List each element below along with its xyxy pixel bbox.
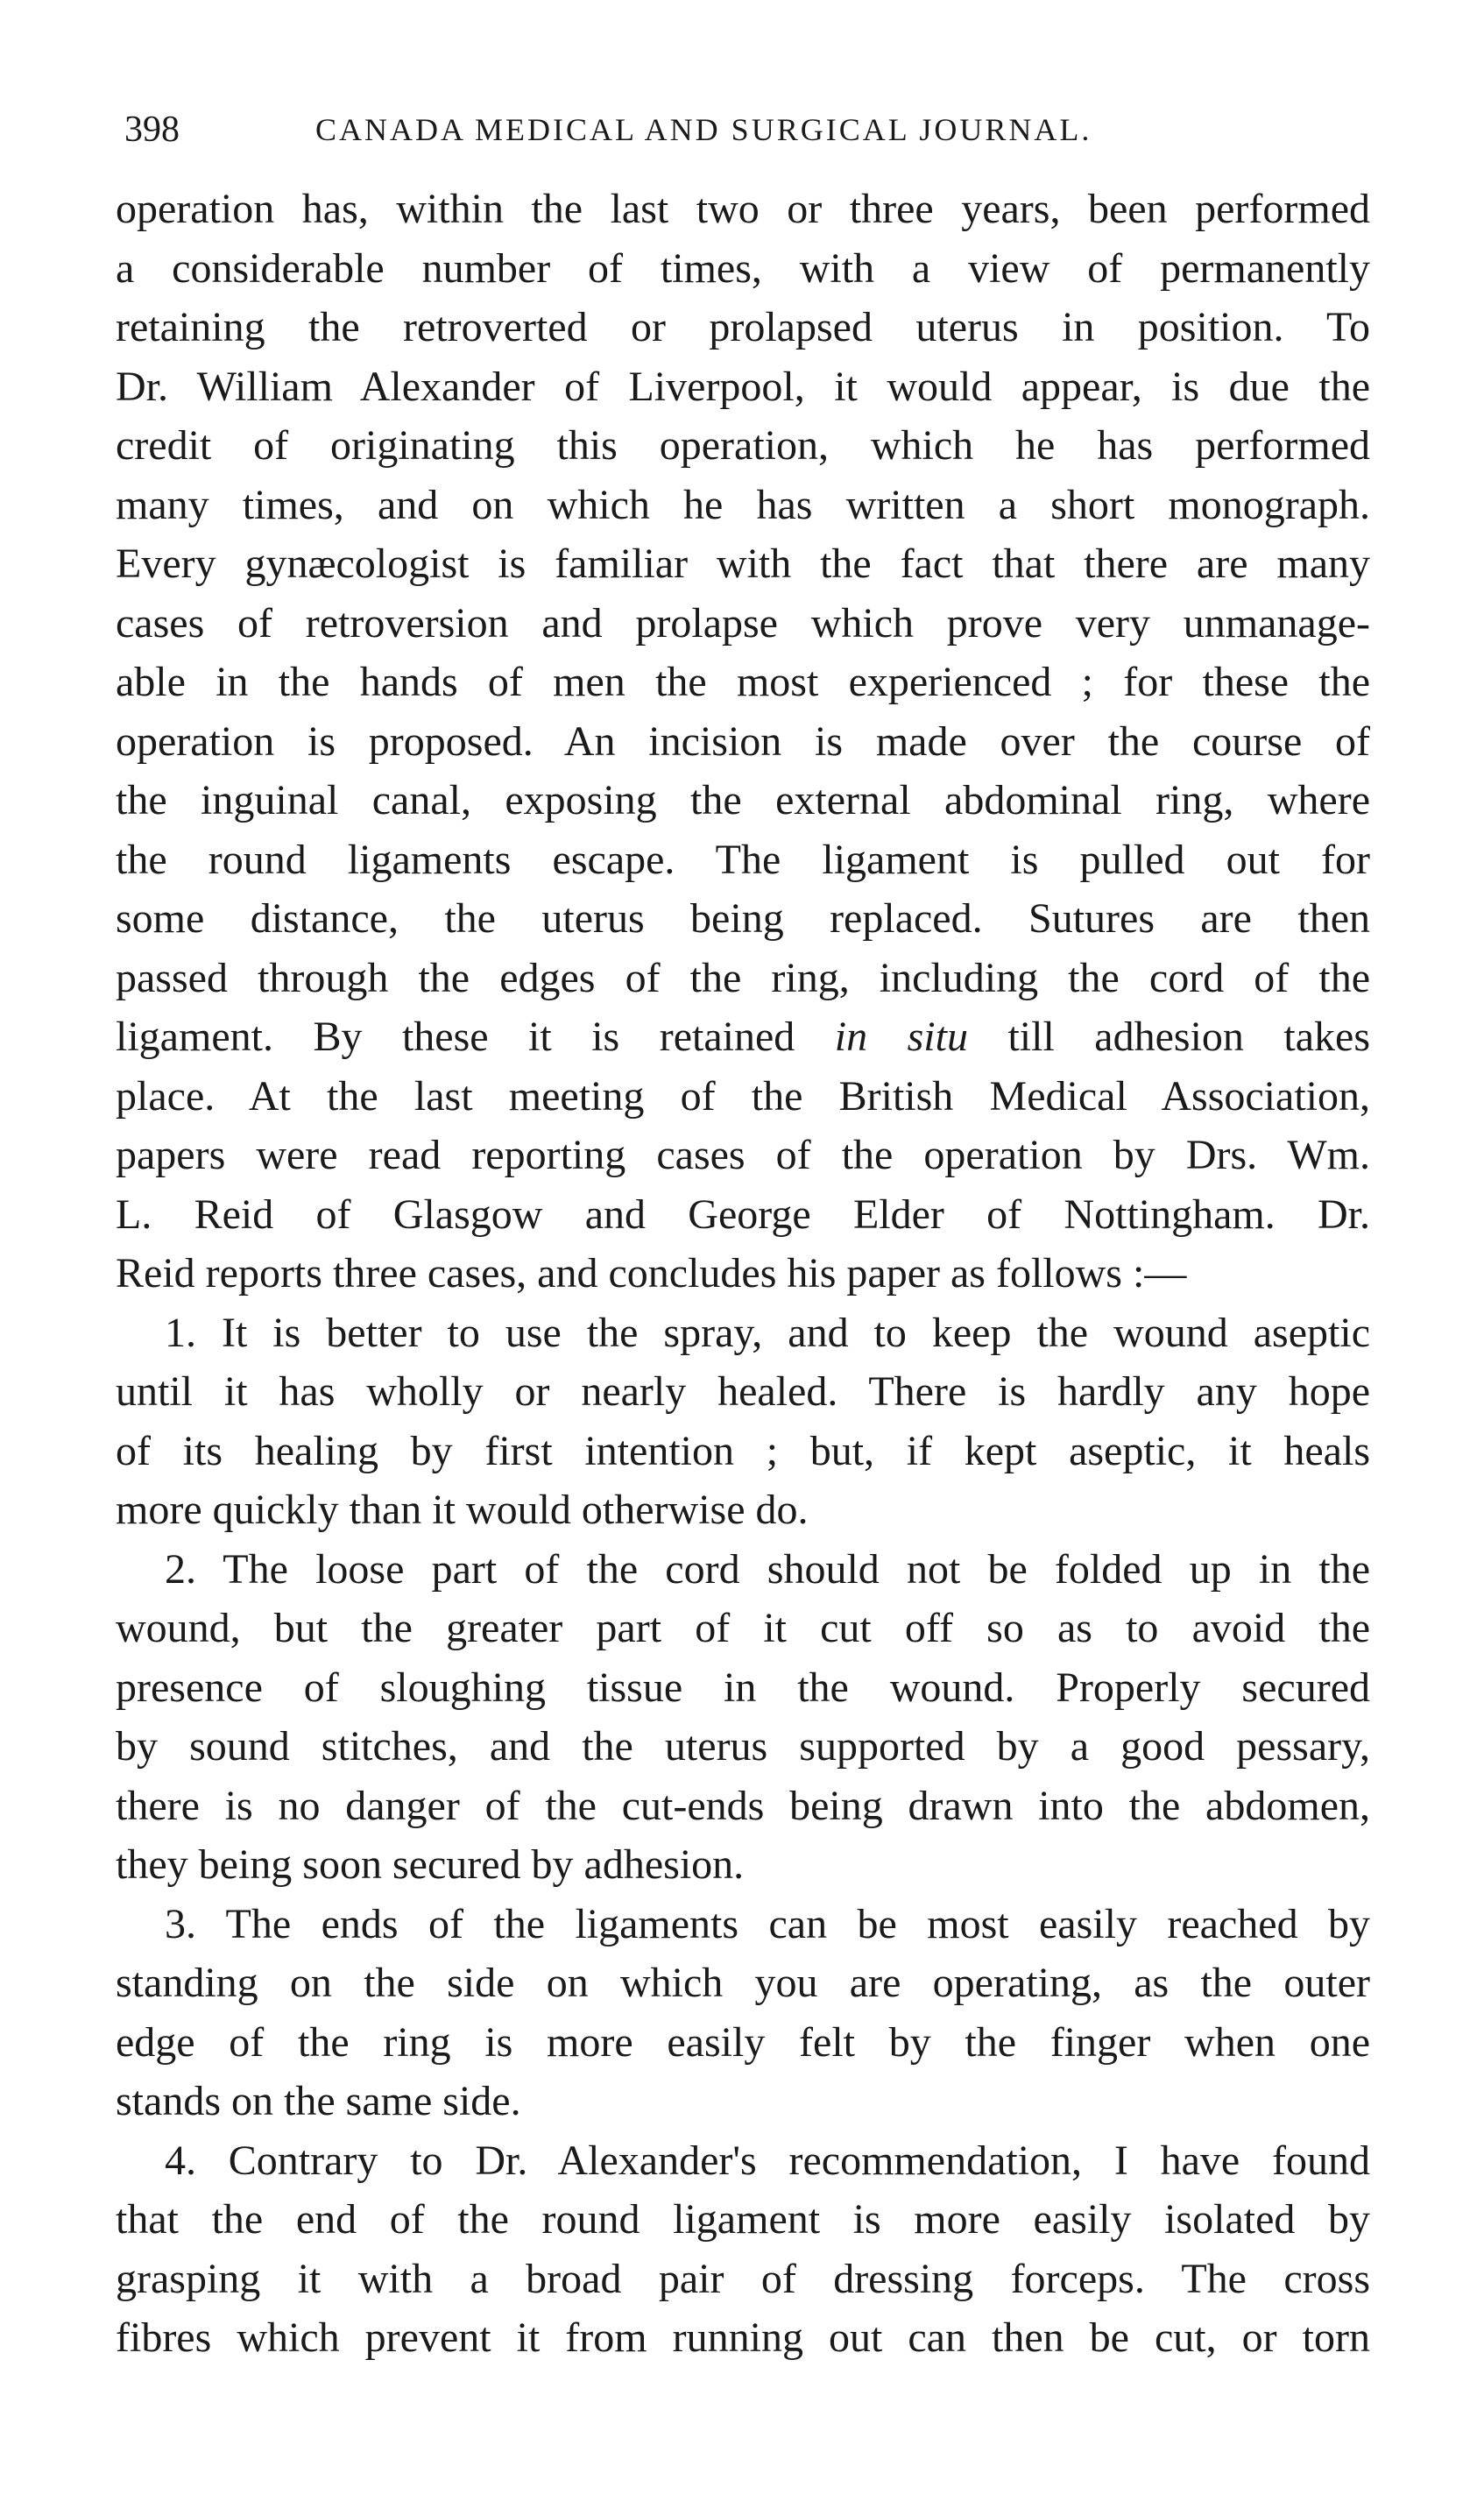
text-line: ligament. By these it is retained in situ till adhesion takes	[116, 1014, 1371, 1060]
text-line: L. Reid of Glasgow and George Elder of Nottingham. Dr.	[116, 1190, 1370, 1238]
text-line: by sound stitches, and the uterus supported by a good pessary,	[116, 1723, 1370, 1770]
text-line: more quickly than it would otherwise do.	[116, 1487, 809, 1533]
text-line: fibres which prevent it from running out can then be cut, or torn	[116, 2314, 1370, 2361]
text-line: the inguinal canal, exposing the external abdominal ring, where	[116, 777, 1370, 823]
text-line: there is no danger of the cut-ends being drawn into the abdomen,	[116, 1782, 1370, 1829]
body-text	[116, 180, 1370, 2368]
page-number: 398	[124, 110, 180, 150]
text-line: stands on the same side.	[116, 2078, 521, 2124]
text-line: that the end of the round ligament is more easily isolated by	[116, 2196, 1370, 2243]
text-line: cases of retroversion and prolapse which prove very unmanage-	[116, 599, 1370, 646]
text-line: edge of the ring is more easily felt by the finger when one	[116, 2018, 1370, 2066]
text-line: Reid reports three cases, and concludes his paper as follows :—	[116, 1250, 1187, 1296]
list-item-1	[116, 1304, 1370, 1540]
text-line: grasping it with a broad pair of dressing forceps. The cross	[116, 2255, 1370, 2302]
text-line: they being soon secured by adhesion.	[116, 1841, 745, 1888]
italic-phrase: in situ	[834, 1014, 968, 1060]
paragraph-intro	[116, 180, 1370, 1304]
text-line: papers were read reporting cases of the operation by Drs. Wm.	[116, 1132, 1370, 1178]
text-line: Every gynæcologist is familiar with the fact that there are many	[116, 540, 1370, 587]
text-line: a considerable number of times, with a view of permanently	[116, 244, 1370, 292]
text-line: 4. Contrary to Dr. Alexander's recommendation, I have found	[165, 2137, 1370, 2184]
text-line: place. At the last meeting of the British Medical Association,	[116, 1072, 1370, 1120]
text-line: some distance, the uterus being replaced. Sutures are then	[116, 895, 1370, 942]
running-head: CANADA MEDICAL AND SURGICAL JOURNAL.	[315, 112, 1092, 147]
text-line: operation has, within the last two or three years, been performed	[116, 186, 1370, 232]
text-line: able in the hands of men the most experienced ; for these the	[116, 659, 1370, 705]
text-line: the round ligaments escape. The ligament is pulled out for	[116, 836, 1370, 883]
text-line: 3. The ends of the ligaments can be most easily reached by	[165, 1900, 1370, 1947]
list-item-4	[116, 2131, 1370, 2368]
text-line: 1. It is better to use the spray, and to keep the wound aseptic	[165, 1309, 1370, 1356]
text-line: credit of originating this operation, which he has performed	[116, 422, 1370, 469]
list-item-3	[116, 1895, 1370, 2131]
page-header	[124, 103, 1368, 156]
text-line: passed through the edges of the ring, including the cord of the	[116, 954, 1370, 1001]
text-line: presence of sloughing tissue in the wound. Properly secured	[116, 1664, 1370, 1711]
text-line: until it has wholly or nearly healed. There is hardly any hope	[116, 1368, 1370, 1415]
text-line: Dr. William Alexander of Liverpool, it would appear, is due the	[116, 363, 1370, 410]
text-line: operation is proposed. An incision is made over the course of	[116, 717, 1370, 765]
text-line: wound, but the greater part of it cut off so as to avoid the	[116, 1605, 1370, 1651]
text-line: many times, and on which he has written a short monograph.	[116, 481, 1370, 528]
text-line: standing on the side on which you are operating, as the outer	[116, 1960, 1370, 2006]
list-item-2	[116, 1540, 1370, 1895]
text-line: of its healing by first intention ; but, if kept aseptic, it heals	[116, 1427, 1370, 1474]
text-line: retaining the retroverted or prolapsed uterus in position. To	[116, 304, 1370, 350]
text-line: 2. The loose part of the cord should not be folded up in the	[165, 1545, 1370, 1593]
